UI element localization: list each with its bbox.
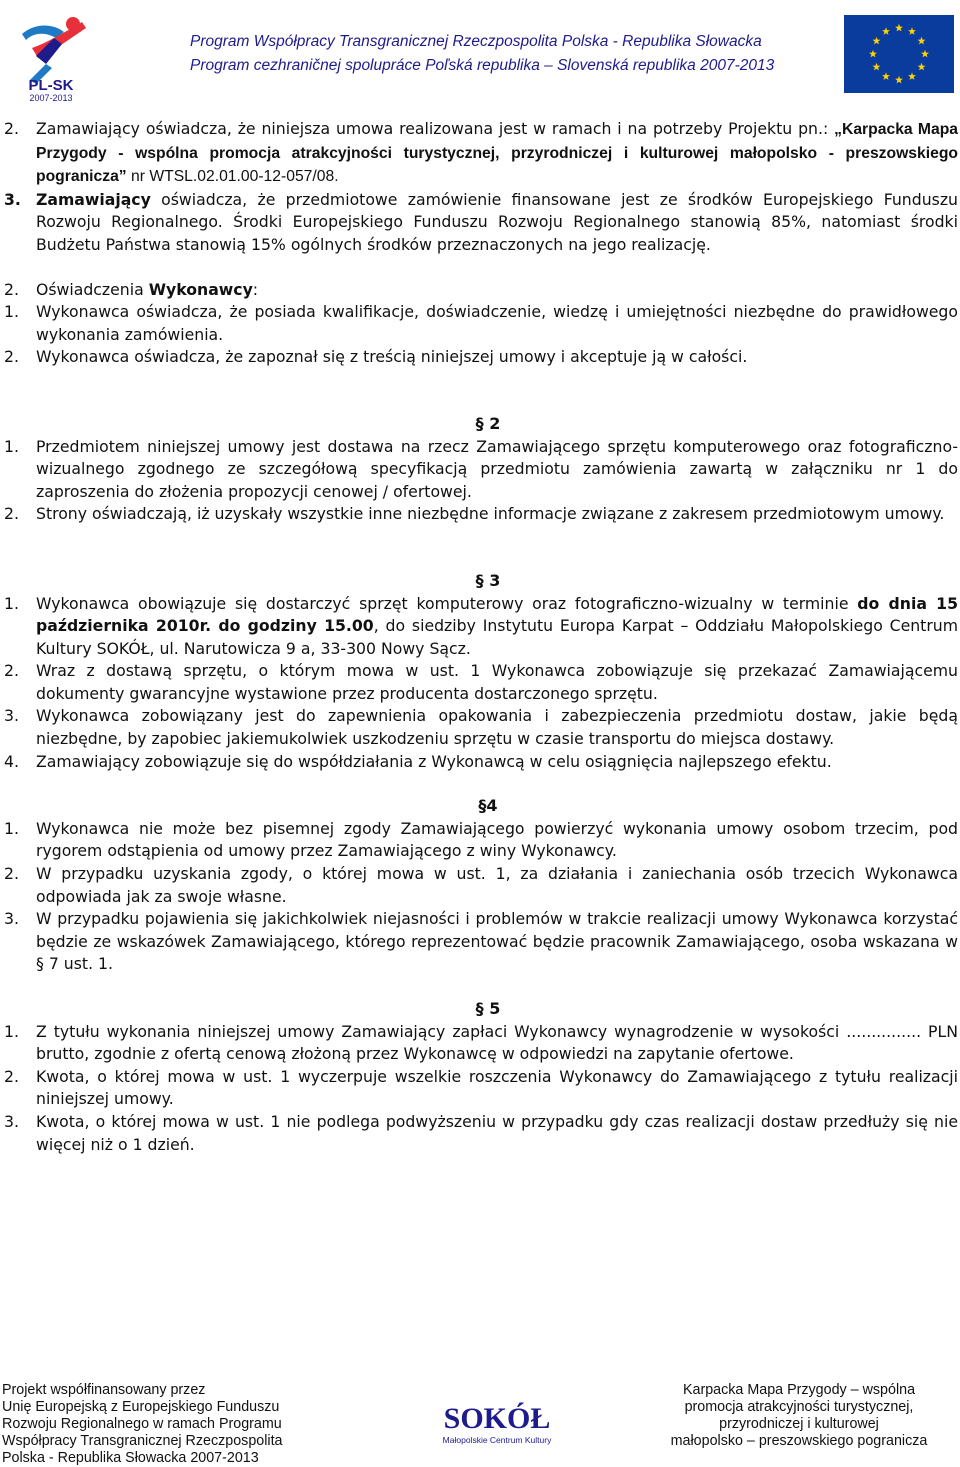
intro-item-3: 3. Zamawiający oświadcza, że przedmiotowe zamówienie finansowane jest ze środków Europejskiego Funduszu Rozwoju Regionalnego. Środki Europejskiego Funduszu Rozwoju Regionalnego stanowią 85%, natomiast środki Budżetu Państwa stanowią 15% ogólnych środków przeznaczonych na jego realizację.	[4, 189, 958, 254]
section-5-item: 1. Z tytułu wykonania niniejszej umowy Zamawiający zapłaci Wykonawcy wynagrodzenie w wysokości ............... PLN brutto, zgodnie z ofertą cenową złożoną przez Wykonawcę w odpowiedzi na zapytanie ofertowe.	[4, 1021, 958, 1064]
pl-sk-program-logo	[2, 4, 100, 104]
contractor-item: 1. Wykonawca oświadcza, że posiada kwalifikacje, doświadczenie, wiedzę i umiejętności niezbędne do prawidłowego wykonania zamówienia.	[4, 302, 958, 344]
section-4-item: 3. W przypadku pojawienia się jakichkolwiek niejasności i problemów w trakcie realizacji umowy Wykonawca korzystać będzie ze wskazówek Zamawiającego, którego reprezentować będzie pracownik Zamawiającego, osoba wskazana w § 7 ust. 1.	[4, 909, 958, 974]
header-program-sk: Program cezhraničnej spolupráce Poľská republika – Slovenská republika 2007-2013	[190, 57, 775, 74]
page-footer	[0, 1380, 960, 1466]
eu-flag-icon	[844, 15, 954, 93]
section-3-item: 1. Wykonawca obowiązuje się dostarczyć sprzęt komputerowy oraz fotograficzno-wizualny w terminie do dnia 15 października 2010r. do godziny 15.00, do siedziby Instytutu Europa Karpat – Oddziału Małopolskiego Centrum Kultury SOKÓŁ, ul. Narutowicza 9 a, 33-300 Nowy Sącz.	[4, 593, 958, 658]
section-5-item: 2. Kwota, o której mowa w ust. 1 wyczerpuje wszelkie roszczenia Wykonawcy do Zamawiającego z tytułu realizacji niniejszej umowy.	[4, 1066, 958, 1109]
footer-cofinancing-note: Projekt współfinansowany przez Unię Europejską z Europejskiego Funduszu Rozwoju Regionalnego w ramach Programu Współpracy Transgranicznej Rzeczpospolita Polska - Republika Słowacka 2007-2013	[2, 1382, 283, 1466]
section-title-2: § 2	[475, 413, 501, 433]
section-4-item: 2. W przypadku uzyskania zgody, o której mowa w ust. 1, za działania i zaniechania osób trzecich Wykonawca odpowiada jak za swoje własne.	[4, 864, 958, 906]
contractor-statements-heading: 2. Oświadczenia Wykonawcy:	[4, 279, 259, 299]
logo-text: PL-SK	[28, 77, 74, 94]
header-program-pl: Program Współpracy Transgranicznej Rzeczpospolita Polska - Republika Słowacka	[190, 33, 762, 50]
section-3-item: 2. Wraz z dostawą sprzętu, o którym mowa w ust. 1 Wykonawca zobowiązuje się przekazać Zamawiającemu dokumenty gwarancyjne wystawione przez producenta dostarczonego sprzętu.	[4, 661, 958, 703]
logo-years: 2007-2013	[29, 93, 73, 103]
section-2-item: 1. Przedmiotem niniejszej umowy jest dostawa na rzecz Zamawiającego sprzętu komputerowego oraz fotograficzno-wizualnego zgodnego ze szczegółową specyfikacją przedmiotu zamówienia zawartą w załączniku nr 1 do zaproszenia do złożenia propozycji cenowej / ofertowej.	[4, 436, 958, 501]
section-3-item: 3. Wykonawca zobowiązany jest do zapewnienia opakowania i zabezpieczenia przedmiotu dostaw, jakie będą niezbędne, by zapobiec jakiemukolwiek uszkodzeniu sprzętu w czasie transportu do miejsca dostawy.	[4, 706, 958, 749]
section-2-item: 2. Strony oświadczają, iż uzyskały wszystkie inne niezbędne informacje związane z zakresem przedmiotowym umowy.	[4, 504, 945, 524]
sokol-logo	[430, 1394, 565, 1450]
footer-project-title: Karpacka Mapa Przygody – wspólna promocja atrakcyjności turystycznej, przyrodniczej i kulturowej małopolsko – preszowskiego pogranicza	[670, 1382, 928, 1449]
page-header	[0, 0, 960, 110]
section-title-3: § 3	[475, 570, 501, 590]
section-4-item: 1. Wykonawca nie może bez pisemnej zgody Zamawiającego powierzyć wykonania umowy osobom trzecim, pod rygorem odstąpienia od umowy przez Zamawiającego z winy Wykonawcy.	[4, 818, 958, 861]
section-title-4: §4	[478, 796, 498, 816]
section-title-5: § 5	[475, 999, 501, 1018]
contract-body	[0, 118, 960, 1156]
sokol-logo-subtitle: Małopolskie Centrum Kultury	[442, 1435, 552, 1445]
section-5-item: 3. Kwota, o której mowa w ust. 1 nie podlega podwyższeniu w przypadku gdy czas realizacji dostaw przedłuży się nie więcej niż o 1 dzień.	[4, 1111, 958, 1154]
contractor-item: 2. Wykonawca oświadcza, że zapoznał się z treścią niniejszej umowy i akceptuje ją w całości.	[4, 347, 748, 367]
sokol-logo-name: SOKÓŁ	[443, 1402, 551, 1435]
intro-item-2: 2. Zamawiający oświadcza, że niniejsza umowa realizowana jest w ramach i na potrzeby Projektu pn.: „Karpacka Mapa Przygody - wspólna promocja atrakcyjności turystycznej, przyrodniczej i kulturowej małopolsko - preszowskiego pogranicza” nr WTSL.02.01.00-12-057/08.	[4, 119, 958, 186]
section-3-item: 4. Zamawiający zobowiązuje się do współdziałania z Wykonawcą w celu osiągnięcia najlepszego efektu.	[4, 751, 832, 771]
